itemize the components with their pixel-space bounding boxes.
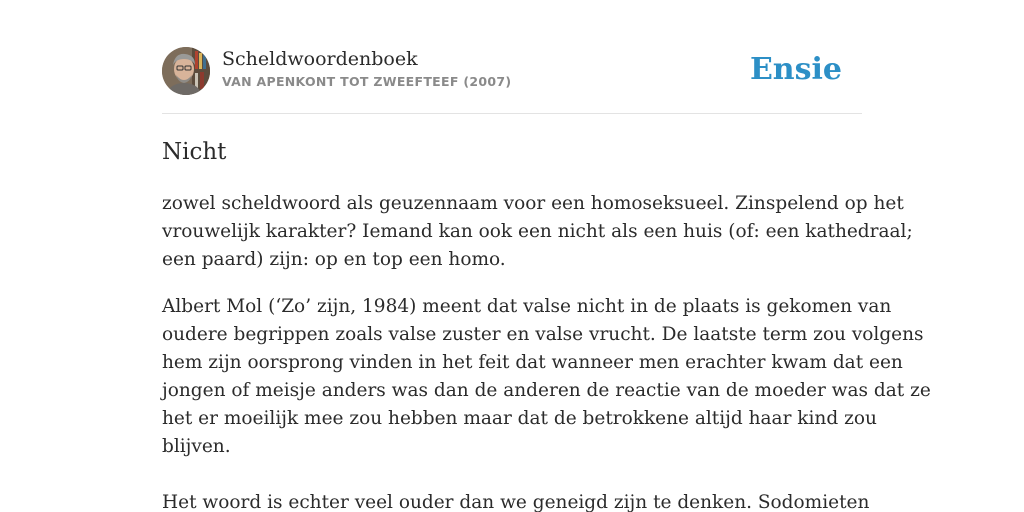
header-divider [162,113,862,114]
source-subtitle: VAN APENKONT TOT ZWEEFTEEF (2007) [222,74,512,89]
entry-term: Nicht [162,139,227,165]
text-line: jongen of meisje anders was dan de anderen de reactie van de moeder was dat ze [162,380,931,401]
text-line: blijven. [162,436,231,457]
author-avatar[interactable] [162,47,210,95]
source-title[interactable]: Scheldwoordenboek [222,48,418,70]
ensie-logo-link[interactable]: Ensie [749,52,842,87]
text-line: het er moeilijk mee zou hebben maar dat de betrokkene altijd haar kind zou [162,408,877,429]
text-line: zowel scheldwoord als geuzennaam voor een homoseksueel. Zinspelend op het [162,193,904,214]
text-line: vrouwelijk karakter? Iemand kan ook een nicht als een huis (of: een kathedraal; [162,221,913,242]
definition-paragraph-2 [162,293,931,461]
definition-paragraph-1 [162,190,913,274]
entry-definition [162,190,931,512]
source-header [162,47,862,95]
text-line: Albert Mol (‘Zo’ zijn, 1984) meent dat valse nicht in de plaats is gekomen van [162,296,892,317]
text-line: oudere begrippen zoals valse zuster en valse vrucht. De laatste term zou volgens [162,324,924,345]
definition-paragraph-3 [162,489,870,512]
text-line: een paard) zijn: op en top een homo. [162,249,506,270]
text-line: Het woord is echter veel ouder dan we geneigd zijn te denken. Sodomieten [162,492,870,512]
author-portrait-icon [162,47,210,95]
text-line: hem zijn oorsprong vinden in het feit dat wanneer men erachter kwam dat een [162,352,903,373]
